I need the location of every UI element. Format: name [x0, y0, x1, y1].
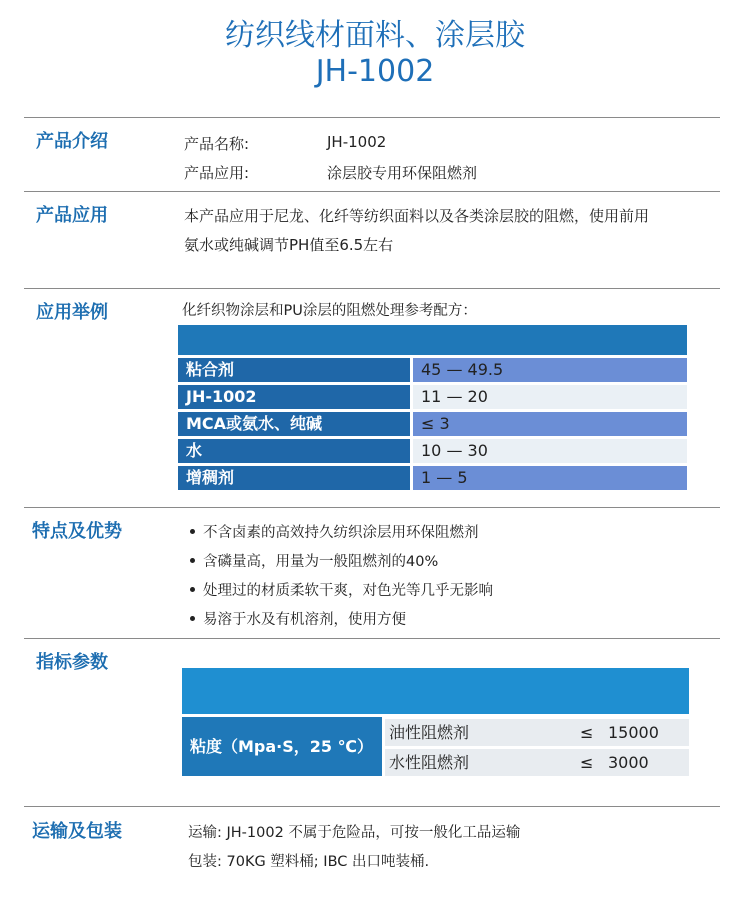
formula-amount: 1 — 5 — [413, 466, 687, 490]
viscosity-label: 粘度（Mpa·S，25 ℃） — [182, 717, 382, 776]
formula-caption: 化纤织物涂层和PU涂层的阻燃处理参考配方： — [182, 303, 477, 319]
section-heading-shipping: 运输及包装 — [32, 821, 122, 842]
spec-table-header — [182, 668, 689, 714]
spec-row-name: 水性阻燃剂 — [389, 753, 470, 772]
list-item: 不含卤素的高效持久纺织涂层用环保阻燃剂 — [190, 521, 479, 542]
shipping-packaging: 包装: 70KG 塑料桶; IBC 出口吨装桶. — [188, 854, 430, 870]
formula-amount: ≤ 3 — [413, 412, 687, 436]
spec-row-operator: ≤ — [580, 753, 594, 772]
intro-value-application: 涂层胶专用环保阻燃剂 — [327, 164, 478, 182]
formula-amount: 10 — 30 — [413, 439, 687, 463]
table-row — [385, 719, 689, 746]
section-heading-example: 应用举例 — [36, 302, 108, 323]
formula-table-header — [178, 325, 687, 355]
spec-row-value: 3000 — [608, 753, 649, 772]
application-line-1: 本产品应用于尼龙、化纤等纺织面料以及各类涂层胶的阻燃，使用前用 — [184, 207, 650, 225]
section-heading-specs: 指标参数 — [36, 652, 108, 673]
list-item: 易溶于水及有机溶剂，使用方便 — [190, 608, 406, 629]
spec-row-operator: ≤ — [580, 723, 594, 742]
application-line-2: 氨水或纯碱调节PH值至6.5左右 — [184, 236, 394, 254]
divider — [24, 117, 720, 118]
bullet-icon — [190, 529, 195, 534]
intro-value-name: JH-1002 — [327, 133, 387, 151]
formula-ingredient: MCA或氨水、纯碱 — [178, 412, 410, 436]
section-heading-application: 产品应用 — [36, 205, 108, 226]
formula-amount: 11 — 20 — [413, 385, 687, 409]
table-row — [178, 466, 687, 490]
product-code-title: JH-1002 — [315, 54, 435, 89]
formula-ingredient: 增稠剂 — [178, 466, 410, 490]
table-row — [178, 439, 687, 463]
divider — [24, 638, 720, 639]
table-row — [385, 749, 689, 776]
shipping-transport: 运输: JH-1002 不属于危险品，可按一般化工品运输 — [188, 825, 521, 841]
divider — [24, 191, 720, 192]
page-title: 纺织线材面料、涂层胶 — [225, 18, 525, 53]
divider — [24, 507, 720, 508]
bullet-icon — [190, 616, 195, 621]
formula-ingredient: 水 — [178, 439, 410, 463]
formula-amount: 45 — 49.5 — [413, 358, 687, 382]
table-row — [178, 412, 687, 436]
spec-row-name: 油性阻燃剂 — [389, 723, 470, 742]
list-item: 处理过的材质柔软干爽，对色光等几乎无影响 — [190, 579, 493, 600]
divider — [24, 806, 720, 807]
list-item: 含磷量高，用量为一般阻燃剂的40% — [190, 550, 438, 571]
section-heading-features: 特点及优势 — [32, 521, 122, 542]
table-row — [178, 385, 687, 409]
bullet-icon — [190, 558, 195, 563]
table-row — [178, 358, 687, 382]
section-heading-intro: 产品介绍 — [36, 131, 108, 152]
formula-table — [178, 325, 687, 490]
application-text — [184, 202, 704, 260]
formula-ingredient: JH-1002 — [178, 385, 410, 409]
formula-ingredient: 粘合剂 — [178, 358, 410, 382]
divider — [24, 288, 720, 289]
bullet-icon — [190, 587, 195, 592]
intro-label-application: 产品应用: — [184, 164, 250, 182]
spec-row-value: 15000 — [608, 723, 659, 742]
intro-label-name: 产品名称: — [184, 135, 250, 153]
